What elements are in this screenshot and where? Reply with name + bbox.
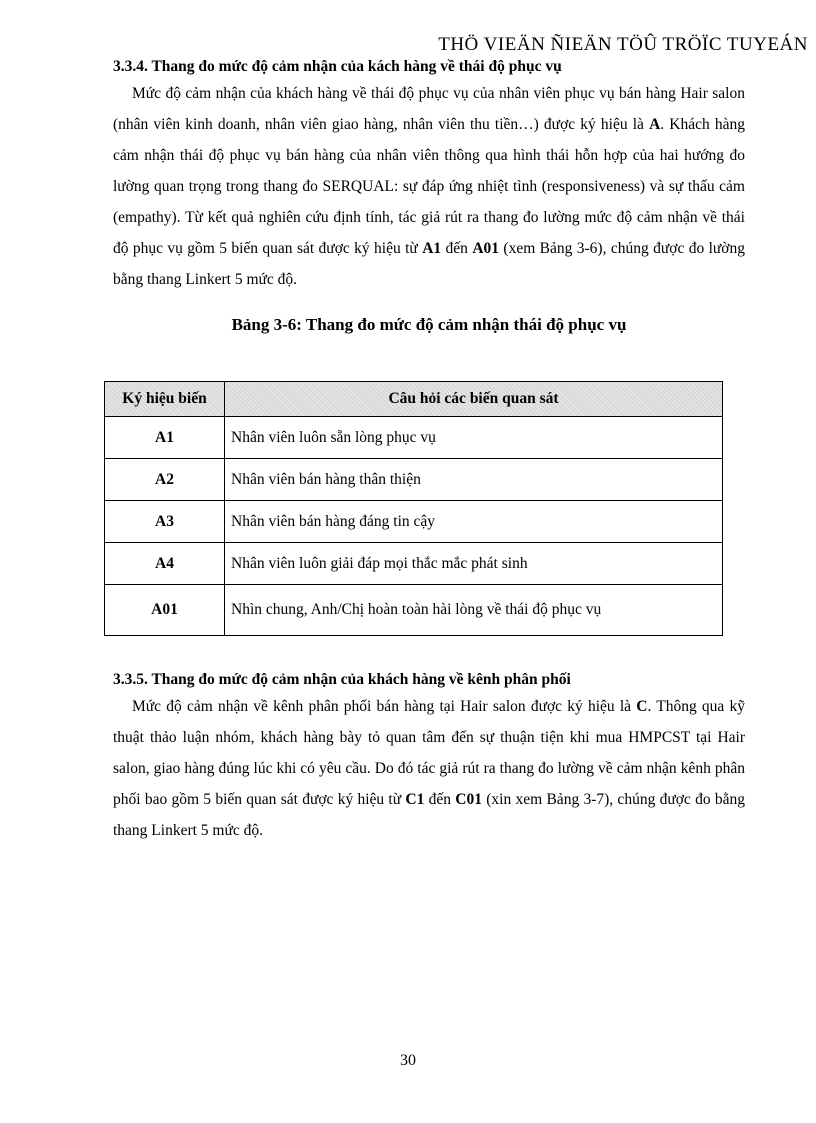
bold-term: C01 bbox=[455, 791, 482, 808]
bold-term: C1 bbox=[405, 791, 425, 808]
bold-term: A1 bbox=[422, 240, 442, 257]
column-header-code: Ký hiệu biến bbox=[105, 382, 225, 417]
survey-table bbox=[104, 381, 723, 636]
variable-question: Nhân viên luôn sẵn lòng phục vụ bbox=[225, 417, 723, 459]
bold-term: A01 bbox=[472, 240, 500, 257]
table-row bbox=[105, 585, 723, 636]
variable-question: Nhìn chung, Anh/Chị hoàn toàn hài lòng về thái độ phục vụ bbox=[225, 585, 723, 636]
bold-term: A bbox=[649, 116, 661, 133]
table-row bbox=[105, 459, 723, 501]
text-run: . Thông qua kỹ thuật thảo luận nhóm, khách hàng bày tỏ quan tâm đến sự thuận tiện khi mua HMPCST tại Hair salon, giao hàng đúng lúc khi có yêu cầu. Do đó tác giả rút ra thang đo lường về cảm nhận kênh phân phối bao gồm 5 biến quan sát được ký hiệu từ bbox=[113, 698, 745, 808]
section-heading-3-3-5: 3.3.5. Thang đo mức độ cảm nhận của khách hàng về kênh phân phối bbox=[113, 671, 571, 688]
variable-code: A01 bbox=[105, 585, 225, 636]
variable-code: A1 bbox=[105, 417, 225, 459]
text-run: Mức độ cảm nhận của khách hàng về thái độ phục vụ của nhân viên phục vụ bán hàng Hair salon (nhân viên kinh doanh, nhân viên giao hàng, nhân viên thu tiền…) được ký hiệu là bbox=[113, 85, 745, 133]
section-paragraph-3-3-5 bbox=[113, 691, 745, 846]
section-heading-3-3-4: 3.3.4. Thang đo mức độ cảm nhận của kách hàng về thái độ phục vụ bbox=[113, 58, 562, 75]
variable-question: Nhân viên luôn giải đáp mọi thắc mắc phát sinh bbox=[225, 543, 723, 585]
column-header-question: Câu hỏi các biến quan sát bbox=[225, 382, 723, 417]
table-caption: Bảng 3-6: Thang đo mức độ cảm nhận thái độ phục vụ bbox=[231, 315, 627, 334]
page-number: 30 bbox=[400, 1052, 416, 1069]
variable-code: A3 bbox=[105, 501, 225, 543]
text-run: đến bbox=[424, 791, 456, 808]
variable-question: Nhân viên bán hàng thân thiện bbox=[225, 459, 723, 501]
text-run: . Khách hàng cảm nhận thái độ phục vụ bán hàng của nhân viên thông qua hình thái hỗn hợp của hai hướng đo lường quan trọng trong thang đo SERQUAL: sự đáp ứng nhiệt tình (responsiveness) và sự thấu cảm (empathy). Từ kết quả nghiên cứu định tính, tác giả rút ra thang đo lường mức độ cảm nhận về thái độ phục vụ gồm 5 biến quan sát được ký hiệu từ bbox=[113, 116, 745, 257]
table-row bbox=[105, 543, 723, 585]
variable-code: A2 bbox=[105, 459, 225, 501]
text-run: đến bbox=[441, 240, 473, 257]
table-header-row bbox=[105, 382, 723, 417]
bold-term: C bbox=[636, 698, 648, 715]
watermark-header: THÖ VIEÄN ÑIEÄN TÖÛ TRÖÏC TUYEÁN bbox=[438, 34, 808, 55]
document-page bbox=[113, 56, 745, 846]
table-row bbox=[105, 417, 723, 459]
table-row bbox=[105, 501, 723, 543]
variable-code: A4 bbox=[105, 543, 225, 585]
text-run: (xin xem Bảng 3-7), chúng được đo bằng thang Linkert 5 mức độ. bbox=[113, 791, 745, 839]
text-run: Mức độ cảm nhận về kênh phân phối bán hàng tại Hair salon được ký hiệu là bbox=[132, 698, 637, 715]
variable-question: Nhân viên bán hàng đáng tin cậy bbox=[225, 501, 723, 543]
section-paragraph-3-3-4 bbox=[113, 78, 745, 295]
text-run: (xem Bảng 3-6), chúng được đo lường bằng thang Linkert 5 mức độ. bbox=[113, 240, 745, 288]
